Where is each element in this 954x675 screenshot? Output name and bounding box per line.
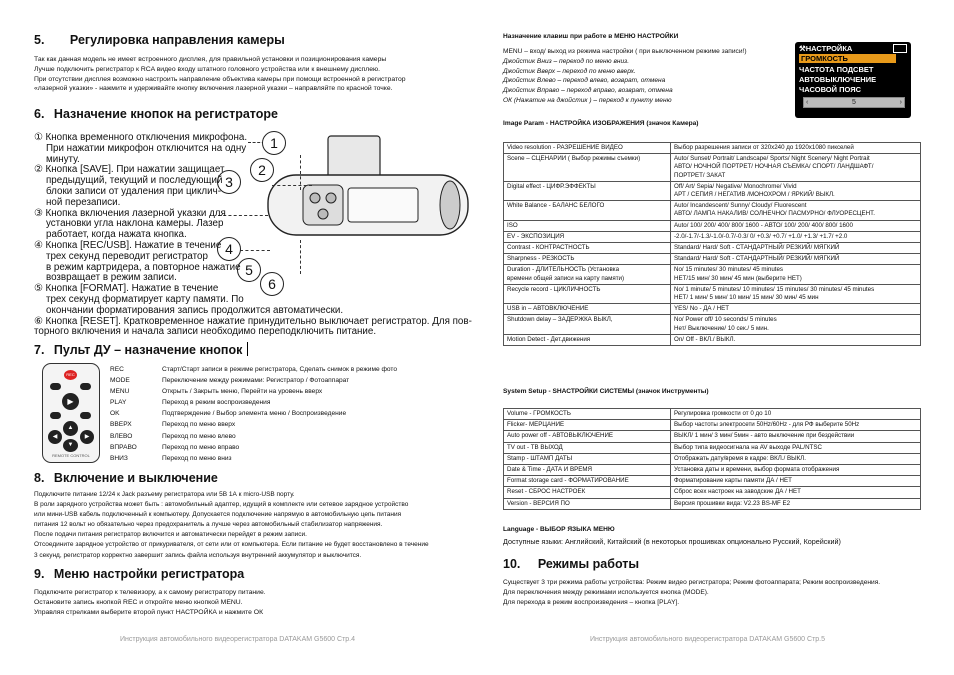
text-line: блоки записи от удаления при циклич- <box>46 185 221 197</box>
remote-mode-button <box>50 383 61 390</box>
table-row <box>504 498 921 509</box>
text-line: Кнопка [REC/USB]. Нажатие в течение <box>45 239 222 251</box>
remote-control <box>42 363 100 463</box>
system-setup-rows <box>504 409 921 510</box>
arrow-left-icon: ‹ <box>806 99 809 106</box>
callout-2: 2 <box>250 158 274 182</box>
text-line: трех секунд форматирует карту памяти. По <box>46 293 244 305</box>
screen-item <box>799 44 852 53</box>
callout-marker-2: ② <box>34 164 43 176</box>
section-9-number: 9. <box>34 567 45 581</box>
section-9-heading <box>34 567 244 581</box>
remote-menu-button <box>80 383 91 390</box>
setting-name: Reset - СБРОС НАСТРОЕК <box>504 487 671 498</box>
language-title: Language - ВЫБОР ЯЗЫКА МЕНЮ <box>503 526 615 533</box>
section-5-number: 5. <box>34 33 45 47</box>
remote-key-row <box>110 408 470 419</box>
section-10-title: Режимы работы <box>537 557 640 571</box>
menu-keys-text <box>503 47 747 106</box>
table-row <box>504 284 921 303</box>
param-value: Auto/ 100/ 200/ 400/ 800/ 1600 - АВТО/ 100/ 200/ 400/ 800/ 1600 <box>674 221 853 229</box>
remote-key-list <box>110 364 470 464</box>
setting-value: Регулировка громкости от 0 до 10 <box>671 409 921 420</box>
param-value-cell <box>671 181 921 200</box>
param-value-cell <box>671 265 921 284</box>
param-name-cell <box>504 254 671 265</box>
callout-marker-6: ⑥ <box>34 315 43 327</box>
table-row <box>504 476 921 487</box>
remote-key-row <box>110 419 470 430</box>
page-right <box>477 0 954 675</box>
image-param-rows <box>504 143 921 346</box>
text-line: Джойстик Вправо – переход вправо, возврат, отмена <box>503 87 673 95</box>
remote-key-row <box>110 397 470 408</box>
callout-marker-1: ① <box>34 132 43 143</box>
setting-name: Date & Time - ДАТА И ВРЕМЯ <box>504 465 671 476</box>
text-line: установки угла наклона камеры. Лазер <box>46 218 224 230</box>
remote-down-icon: ▼ <box>63 439 78 452</box>
setting-value: Отображать дату/время в кадре: ВКЛ./ ВЫКЛ. <box>671 453 921 464</box>
param-name-cell <box>504 231 671 242</box>
page-footer: Инструкция автомобильного видеорегистратора DATAKAM G5600 Стр.5 <box>590 636 826 643</box>
key-name: PLAY <box>110 399 127 407</box>
table-row <box>504 442 921 453</box>
key-name: REC <box>110 366 124 373</box>
section-10-number: 10. <box>503 557 521 571</box>
param-name: USB in – АВТОВКЛЮЧЕНИЕ <box>507 305 589 313</box>
table-row <box>504 304 921 315</box>
image-param-title: Image Param - НАСТРОЙКА ИЗОБРАЖЕНИЯ (значок Камера) <box>503 120 699 127</box>
param-value: No/ 1 minute/ 5 minutes/ 10 minutes/ 15 minutes/ 30 minutes/ 45 minutes <box>674 285 875 293</box>
param-value: YES/ No - ДА / НЕТ <box>674 305 730 313</box>
button-descriptions <box>34 133 472 338</box>
section-9-title: Меню настройки регистратора <box>53 567 245 581</box>
section-8-text <box>34 490 429 561</box>
menu-keys-title: Назначение клавиш при работе в МЕНЮ НАСТРОЙКИ <box>503 33 679 40</box>
param-value: No/ Power off/ 10 seconds/ 5 minutes <box>674 316 777 324</box>
section-6-heading <box>34 107 278 121</box>
screen-item: АВТОВЫКЛЮЧЕНИЕ <box>799 75 877 84</box>
setting-name: Stamp - ШТАМП ДАТЫ <box>504 453 671 464</box>
text-line: Кнопка временного отключения микрофона. <box>45 132 248 143</box>
param-value: НЕТ/15 мин/ 30 мин/ 45 мин (выберите НЕТ) <box>674 274 802 282</box>
system-setup-title: System Setup - SНАСТРОЙКИ СИСТЕМЫ (значок Инструменты) <box>503 388 709 395</box>
text-line: Джойстик Вверх – переход по меню вверх. <box>503 67 636 75</box>
text-line: трех секунд переводит регистратор <box>46 250 208 262</box>
text-line: Подключите питание 12/24 к Jack разъему регистратора или 5В 1А к micro-USB порту. <box>34 491 295 498</box>
language-text: Доступные языки: Английский, Китайский (в некоторых прошивках опционально Русский, Корейский) <box>503 537 841 546</box>
text-line: Кнопка включения лазерной указки для <box>45 207 226 219</box>
callout-marker-5: ⑤ <box>34 283 43 295</box>
text-line: торного включения и начала записи необходимо переподключить питание. <box>34 326 377 338</box>
screen-item: ЧАСОВОЙ ПОЯС <box>799 85 862 94</box>
text-line: Остановите запись кнопкой REC и откройте меню кнопкой MENU. <box>34 598 243 606</box>
param-value-cell <box>671 315 921 334</box>
param-value-cell <box>671 254 921 265</box>
key-desc: Переход по меню вверх <box>162 421 236 429</box>
key-desc: Старт/Старт записи в режиме регистратора, Сделать снимок в режиме фото <box>162 366 398 373</box>
table-row <box>504 231 921 242</box>
table-row <box>504 420 921 431</box>
key-name: MODE <box>110 377 130 385</box>
remote-label: REMOTE CONTROL <box>52 453 90 458</box>
param-name-cell <box>504 304 671 315</box>
tools-icon: ⚒ <box>799 44 806 53</box>
section-10-text <box>503 578 880 607</box>
text-line: Управляя стрелками выберите второй пункт НАСТРОЙКА и нажмите ОК <box>34 608 264 616</box>
remote-key-row <box>110 442 470 453</box>
remote-key-row <box>110 431 470 442</box>
section-8-title: Включение и выключение <box>53 471 218 485</box>
text-line: Джойстик Влево – переход влево, возврат, отмена <box>503 77 666 85</box>
section-8-heading <box>34 471 218 485</box>
remote-key <box>50 412 61 419</box>
param-name-cell <box>504 154 671 182</box>
table-row <box>504 465 921 476</box>
remote-key <box>80 412 91 419</box>
key-desc: Подтверждение / Выбор элемента меню / Воспроизведение <box>162 410 347 418</box>
param-name: Recycle record - ЦИКЛИЧНОСТЬ <box>507 285 601 293</box>
text-line: или мини-USB кабель подключенный к компьютеру. Допускается подключение напрямую в автомобильную цепь питания <box>34 511 402 519</box>
remote-up-icon: ▲ <box>63 421 78 436</box>
table-row <box>504 181 921 200</box>
screen-item: ЧАСТОТА ПОДСВЕТ <box>799 65 874 74</box>
setting-name: Version - ВЕРСИЯ ПО <box>504 498 671 509</box>
param-name: Shutdown delay – ЗАДЕРЖКА ВЫКЛ, <box>507 316 613 324</box>
text-line: Кнопка [FORMAT]. Нажатие в течение <box>45 283 219 295</box>
param-value: ПОРТРЕТ/ ЗАКАТ <box>674 171 726 179</box>
setting-name: TV out - ТВ ВЫХОД <box>504 442 671 453</box>
setting-value: ВЫКЛ/ 1 мин/ 3 мин/ 5мин - авто выключение при бездействии <box>671 431 921 442</box>
text-line: MENU – вход/ выход из режима настройки ( при выключенном режиме записи!) <box>503 48 747 55</box>
param-value: Выбор разрешения записи от 320x240 до 1920x1080 пикселей <box>674 144 854 151</box>
param-value-cell <box>671 243 921 254</box>
table-row <box>504 453 921 464</box>
battery-icon <box>893 44 907 53</box>
arrow-right-icon: › <box>899 99 902 106</box>
text-line: возвращает в режим записи. <box>46 272 177 284</box>
text-line: питания 12 вольт но обязательно через предохранитель а лучше через автомобильный стабилизатор напряжения. <box>34 521 383 529</box>
param-value-cell <box>671 154 921 182</box>
text-line: минуту. <box>46 153 80 165</box>
table-row <box>504 431 921 442</box>
text-line: предыдущий, текущий и последующий <box>46 175 223 187</box>
remote-key-row <box>110 364 470 375</box>
table-row <box>504 154 921 182</box>
table-row <box>504 220 921 231</box>
param-name-cell <box>504 220 671 231</box>
text-line: работает, когда нажата кнопка. <box>46 229 187 241</box>
text-line: В роли зарядного устройства может быть : автомобильный адаптер, идущий в комплекте или сетевое зарядное устройство <box>34 501 409 509</box>
param-name-cell <box>504 334 671 345</box>
section-10-heading <box>503 557 639 571</box>
value-slider <box>803 97 905 108</box>
section-7-heading <box>34 342 248 357</box>
setting-value: Выбор типа видеосигнала на AV выходе PAL/NTSC <box>671 442 921 453</box>
key-desc: Переход по меню вниз <box>162 454 232 462</box>
param-name: Digital effect - ЦИФР.ЭФФЕКТЫ <box>507 182 596 190</box>
menu-screen <box>795 42 911 118</box>
slider-value: 5 <box>852 99 856 106</box>
section-5-text <box>34 55 406 94</box>
text-line: Подключите регистратор к телевизору, а к самому регистратору питание. <box>34 589 266 596</box>
param-value: Нет/ Выключение/ 10 сек./ 5 мин. <box>674 324 769 332</box>
setting-value: Установка даты и времени, выбор формата отображения <box>671 465 921 476</box>
section-6-title: Назначение кнопок на регистраторе <box>53 107 278 121</box>
param-value: АВТО/ ЛАМПА НАКАЛИВ/ СОЛНЕЧНО/ ПАСМУРНО/ ФЛУОРЕСЦЕНТ. <box>674 210 875 218</box>
param-name-cell <box>504 181 671 200</box>
callout-4: 4 <box>217 237 241 261</box>
remote-right-icon: ▶ <box>80 430 94 444</box>
param-value-cell <box>671 201 921 220</box>
image-param-table <box>503 142 921 346</box>
text-line: При нажатии микрофон отключится на одну <box>46 142 247 154</box>
param-name: Scene – СЦЕНАРИИ ( Выбор режимы съемки) <box>507 155 641 163</box>
setting-value: Форматирование карты памяти ДА / НЕТ <box>671 476 921 487</box>
screen-item-selected: ГРОМКОСТЬ <box>799 54 896 63</box>
key-name: MENU <box>110 388 130 396</box>
key-desc: Открыть / Закрыть меню, Перейти на уровень вверх <box>162 388 323 396</box>
param-name: времени общей записи на карту памяти) <box>507 274 625 282</box>
section-5-heading <box>34 33 285 47</box>
setting-name: Flicker- МЕРЦАНИЕ <box>504 420 671 431</box>
param-value: Off/ Art/ Sepia/ Negative/ Monochrome/ Vivid <box>674 182 797 190</box>
param-value-cell <box>671 143 921 154</box>
table-row <box>504 201 921 220</box>
param-name: ISO <box>507 221 518 229</box>
setting-name: Format storage card - ФОРМАТИРОВАНИЕ <box>504 476 671 487</box>
param-value: АРТ / СЕПИЯ / НЕГАТИВ /МОНОХРОМ / ЯРКИЙ/ ВЫКЛ. <box>674 191 835 199</box>
param-value-cell <box>671 284 921 303</box>
text-line: Для перехода в режим воспроизведения – кнопка [PLAY]. <box>503 598 680 606</box>
param-value: No/ 15 minutes/ 30 minutes/ 45 minutes <box>674 266 784 274</box>
callout-3: 3 <box>217 170 241 194</box>
table-row <box>504 487 921 498</box>
param-value-cell <box>671 304 921 315</box>
callout-1: 1 <box>262 131 286 155</box>
table-row <box>504 243 921 254</box>
text-line: Кнопка [SAVE]. При нажатии защищает <box>45 164 225 176</box>
text-line: 3 секунд, регистратор корректно завершит запись файла используя внутренний аккумулятор и выключится. <box>34 551 362 559</box>
remote-rec-button: REC <box>64 370 77 380</box>
param-value-cell <box>671 220 921 231</box>
text-line: ной перезаписи. <box>46 196 121 208</box>
param-value-cell <box>671 334 921 345</box>
param-name-cell <box>504 243 671 254</box>
table-row <box>504 315 921 334</box>
key-name: ВВЕРХ <box>110 421 132 429</box>
text-line: Джойстик Вниз – переход по меню вниз. <box>503 57 630 65</box>
screen-item-label: НАСТРОЙКА <box>805 44 853 53</box>
text-line: Так как данная модель не имеет встроенного дисплея, для правильной установки и позиционирования камеры <box>34 56 387 63</box>
page-footer: Инструкция автомобильного видеорегистратора DATAKAM G5600 Стр.4 <box>120 636 356 643</box>
key-desc: Переход по меню вправо <box>162 443 240 451</box>
param-name: Contrast - КОНТРАСТНОСТЬ <box>507 244 590 252</box>
callout-6: 6 <box>260 272 284 296</box>
text-line: При отсутствии дисплея возможно настроить направление объектива камеры при помощи встроенной в регистратор <box>34 75 406 83</box>
section-7-number: 7. <box>34 343 45 357</box>
setting-name: Volume - ГРОМКОСТЬ <box>504 409 671 420</box>
section-6-number: 6. <box>34 107 45 121</box>
table-row <box>504 265 921 284</box>
section-8-number: 8. <box>34 471 45 485</box>
param-value: Auto/ Sunset/ Portrait/ Landscape/ Sports/ Night Scenery/ Night Portrait <box>674 155 870 163</box>
param-value: Standard/ Hard/ Soft - СТАНДАРТНЫЙ/ РЕЗКИЙ/ МЯГКИЙ <box>674 255 840 263</box>
remote-key-row <box>110 375 470 386</box>
callout-5: 5 <box>237 258 261 282</box>
param-name-cell <box>504 315 671 334</box>
text-caret <box>247 342 248 356</box>
key-name: ВНИЗ <box>110 454 128 462</box>
text-line: Существует 3 три режима работы устройства: Режим видео регистратора; Режим фотоаппарата; Режим воспроизведения. <box>503 579 881 586</box>
param-name-cell <box>504 265 671 284</box>
table-row <box>504 254 921 265</box>
key-desc: Переключение между режимами: Регистратор / Фотоаппарат <box>162 377 350 385</box>
text-line: После подачи питания регистратор включится и автоматически перейдет в режим записи. <box>34 531 307 539</box>
setting-name: Auto power off - АВТОВЫКЛЮЧЕНИЕ <box>504 431 671 442</box>
text-line: «лазерной указки» - нажмите и удерживайте кнопку включения лазерной указки – направляйте по красной точке. <box>34 85 393 93</box>
param-name-cell <box>504 284 671 303</box>
remote-key-row <box>110 386 470 397</box>
key-desc: Переход в режим воспроизведения <box>162 399 271 407</box>
text-line: окончании форматирования запись продолжится автоматически. <box>46 304 344 316</box>
text-line: Отсоедините зарядное устройство от прикуривателя, от сети или от компьютера. Если питание не будет восстановлено в течение <box>34 541 429 549</box>
remote-play-icon: ▶ <box>62 393 79 410</box>
param-value: НЕТ/ 1 мин/ 5 мин/ 10 мин/ 15 мин/ 30 мин/ 45 мин <box>674 294 819 302</box>
table-row <box>504 409 921 420</box>
param-name-cell <box>504 143 671 154</box>
param-value: Standard/ Hard/ Soft - СТАНДАРТНЫЙ/ РЕЗКИЙ/ МЯГКИЙ <box>674 244 840 252</box>
text-line: Кнопка [RESET]. Кратковременное нажатие принудительно выключает регистратор. Для пов- <box>45 315 472 327</box>
setting-value: Выбор частоты электросети 50Hz/60Hz - для РФ выберите 50Hz <box>671 420 921 431</box>
text-line: Для переключения между режимами используется кнопка (MODE). <box>503 588 709 596</box>
setting-value: Версия прошивки вида: V2.23 BS-MF E2 <box>671 498 921 509</box>
section-9-text <box>34 588 266 617</box>
setting-value: Сброс всех настроек на заводские ДА / НЕТ <box>671 487 921 498</box>
section-7-title: Пульт ДУ – назначение кнопок <box>53 343 243 357</box>
callout-marker-3: ③ <box>34 207 43 219</box>
param-value: Auto/ Incandescent/ Sunny/ Cloudy/ Fluorescent <box>674 202 807 210</box>
table-row <box>504 334 921 345</box>
param-name: EV - ЭКСПОЗИЦИЯ <box>507 232 565 240</box>
param-name: Sharpness - РЕЗКОСТЬ <box>507 255 575 263</box>
text-line: ОК (Нажатие на джойстик ) – переход к пункту меню <box>503 96 672 104</box>
param-name-cell <box>504 201 671 220</box>
key-desc: Переход по меню влево <box>162 432 236 440</box>
system-setup-table <box>503 408 921 510</box>
param-value-cell <box>671 231 921 242</box>
key-name: ВЛЕВО <box>110 432 133 440</box>
param-value: On/ Off - ВКЛ./ ВЫКЛ. <box>674 335 736 343</box>
param-name: Motion Detect - Дет.движения <box>507 335 591 343</box>
param-value: -2.0/-1.7/-1.3/-1.0/-0.7/-0.3/ 0/ +0.3/ +0.7/ +1.0/ +1.3/ +1.7/ +2.0 <box>674 232 848 240</box>
remote-key-row <box>110 453 470 464</box>
table-row <box>504 143 921 154</box>
remote-left-icon: ◀ <box>48 430 62 444</box>
param-value: АВТО/ НОЧНОЙ ПОРТРЕТ/ НОЧНАЯ СЪЕМКА/ СПОРТ/ ЛАНДШАФТ/ <box>674 163 874 171</box>
section-5-title: Регулировка направления камеры <box>69 33 285 47</box>
key-name: ВПРАВО <box>110 443 137 451</box>
key-name: OK <box>110 410 120 418</box>
param-name: Duration - ДЛИТЕЛЬНОСТЬ (Установка <box>507 266 620 274</box>
text-line: в режим картридера, а повторное нажатие <box>46 261 241 273</box>
callout-marker-4: ④ <box>34 239 43 251</box>
text-line: Лучше подключить регистратор к RCA видео входу штатного головного устройства или к внешнему дисплею. <box>34 65 380 73</box>
param-name: Video resolution - РАЗРЕШЕНИЕ ВИДЕО <box>507 144 623 151</box>
param-name: White Balance - БАЛАНС БЕЛОГО <box>507 202 605 210</box>
